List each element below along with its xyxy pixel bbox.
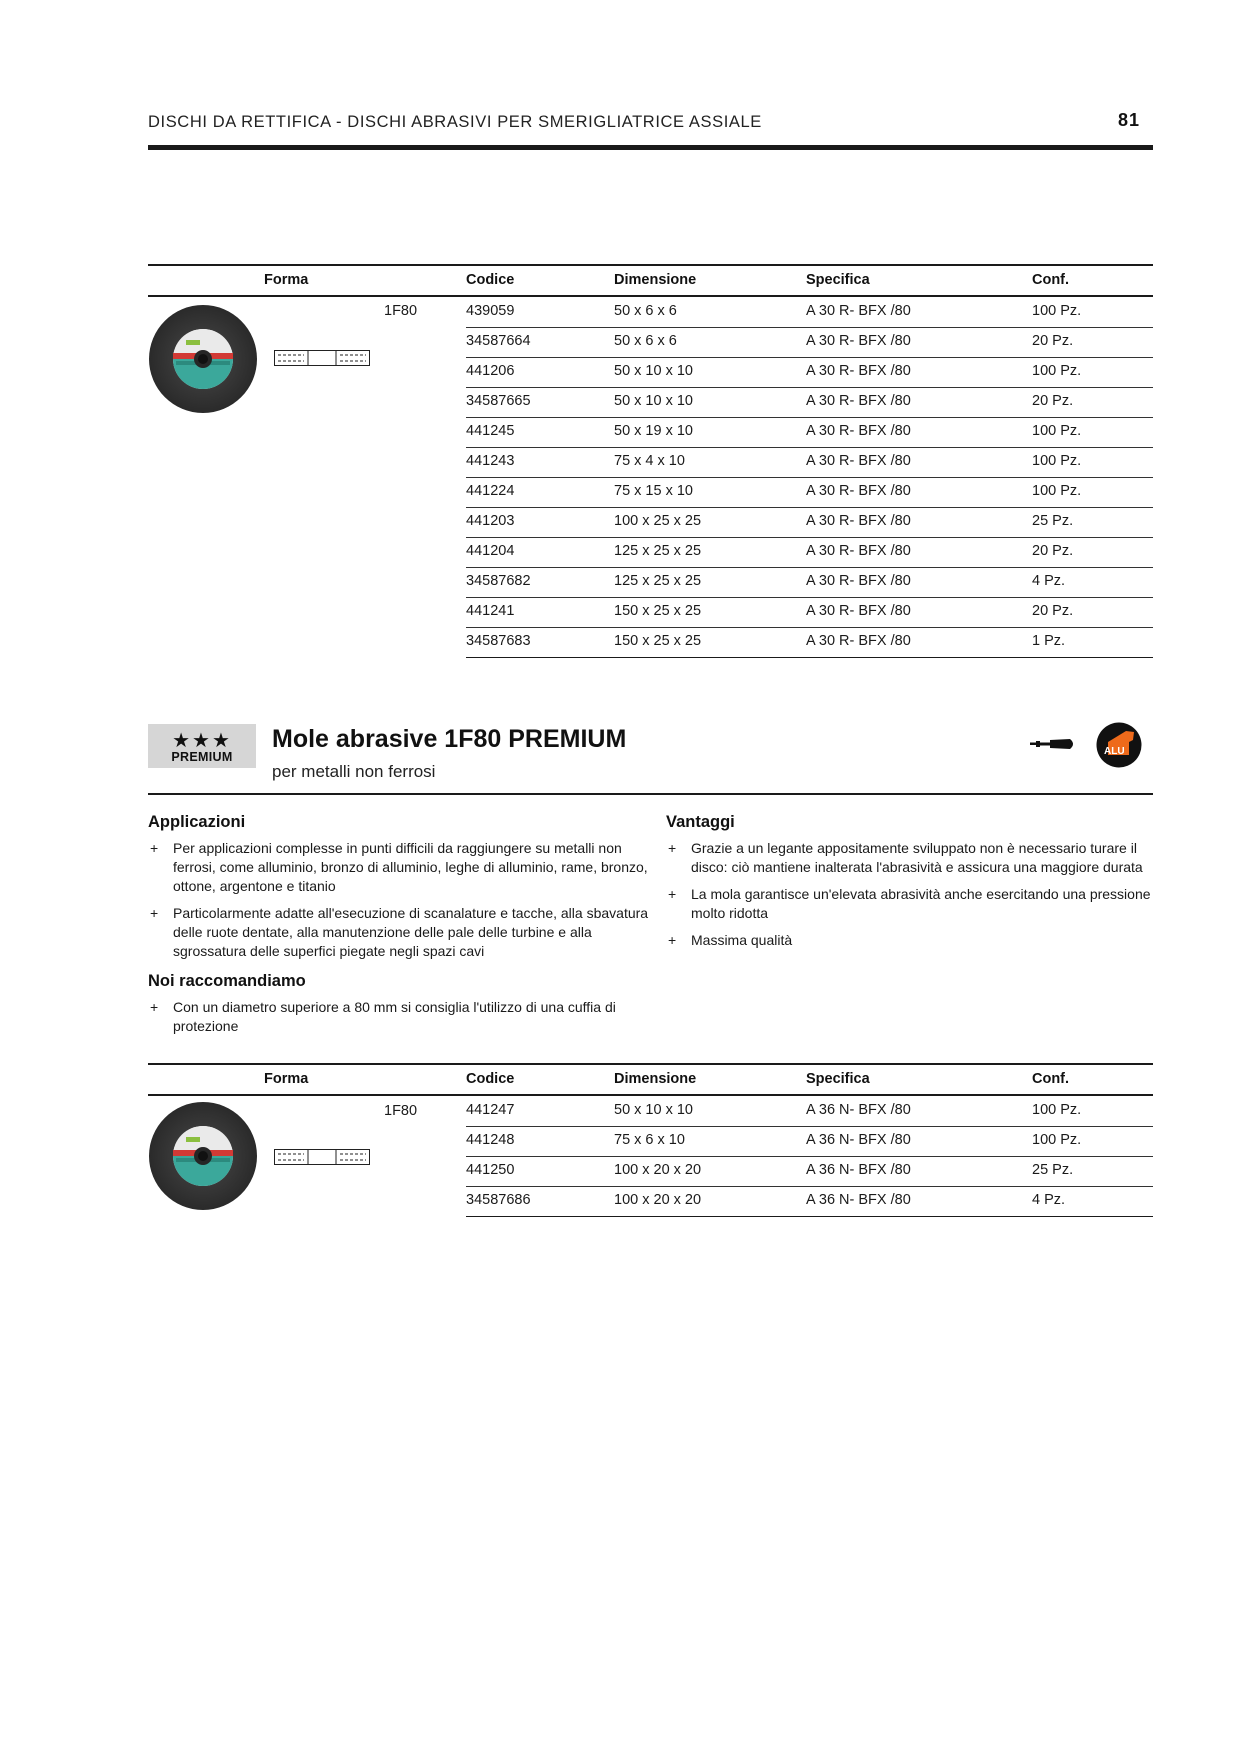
list-item bbox=[666, 885, 1161, 923]
product-table-2 bbox=[148, 1063, 1153, 1233]
list-item-text: Grazie a un legante appositamente sviluppato non è necessario turare il disco: ciò mantiene inalterata l'abrasività e assicura una maggiore durata bbox=[691, 840, 1143, 875]
table-row bbox=[466, 357, 1153, 388]
cell-codice: 441241 bbox=[466, 603, 515, 619]
cell-specifica: A 36 N- BFX /80 bbox=[806, 1192, 911, 1208]
header-dimensione: Dimensione bbox=[614, 1071, 697, 1087]
cell-dimensione: 50 x 10 x 10 bbox=[614, 363, 693, 379]
cell-codice: 34587683 bbox=[466, 633, 531, 649]
table-row bbox=[466, 1186, 1153, 1217]
list-item bbox=[148, 904, 653, 961]
header-codice: Codice bbox=[466, 1071, 515, 1087]
cell-conf: 20 Pz. bbox=[1032, 333, 1074, 349]
cell-codice: 439059 bbox=[466, 303, 515, 319]
cell-dimensione: 50 x 6 x 6 bbox=[614, 303, 677, 319]
cell-dimensione: 50 x 10 x 10 bbox=[614, 393, 693, 409]
table-top-rule bbox=[148, 264, 1153, 266]
page-header-title: DISCHI DA RETTIFICA - DISCHI ABRASIVI PER SMERIGLIATRICE ASSIALE bbox=[148, 113, 762, 131]
cell-conf: 1 Pz. bbox=[1032, 633, 1066, 649]
cell-codice: 441248 bbox=[466, 1132, 515, 1148]
cell-specifica: A 30 R- BFX /80 bbox=[806, 333, 911, 349]
cell-conf: 100 Pz. bbox=[1032, 483, 1082, 499]
cell-codice: 34587686 bbox=[466, 1192, 531, 1208]
page-number: 81 bbox=[1118, 110, 1141, 130]
premium-label: PREMIUM bbox=[171, 750, 233, 764]
table-row bbox=[466, 567, 1153, 598]
cell-conf: 100 Pz. bbox=[1032, 453, 1082, 469]
cell-conf: 25 Pz. bbox=[1032, 1162, 1074, 1178]
header-codice: Codice bbox=[466, 272, 515, 288]
list-item-text: Per applicazioni complesse in punti difficili da raggiungere su metalli non ferrosi, come alluminio, bronzo di alluminio, leghe di alluminio, rame, bronzo, ottone, argentone e titanio bbox=[173, 840, 648, 894]
cell-dimensione: 75 x 6 x 10 bbox=[614, 1132, 685, 1148]
cell-specifica: A 30 R- BFX /80 bbox=[806, 513, 911, 529]
cell-dimensione: 75 x 4 x 10 bbox=[614, 453, 685, 469]
cell-specifica: A 30 R- BFX /80 bbox=[806, 423, 911, 439]
cell-dimensione: 100 x 25 x 25 bbox=[614, 513, 702, 529]
cell-specifica: A 30 R- BFX /80 bbox=[806, 393, 911, 409]
vantaggi-heading: Vantaggi bbox=[666, 813, 735, 831]
header-forma: Forma bbox=[264, 1071, 309, 1087]
cell-specifica: A 36 N- BFX /80 bbox=[806, 1132, 911, 1148]
premium-badge bbox=[148, 724, 256, 768]
header-rule bbox=[148, 145, 1153, 150]
cell-specifica: A 36 N- BFX /80 bbox=[806, 1102, 911, 1118]
cell-codice: 441245 bbox=[466, 423, 515, 439]
table-top-rule bbox=[148, 1063, 1153, 1065]
list-item bbox=[666, 931, 1161, 950]
plus-bullet-icon: + bbox=[150, 999, 159, 1015]
list-item-text: Con un diametro superiore a 80 mm si consiglia l'utilizzo di una cuffia di protezione bbox=[173, 999, 616, 1034]
applicazioni-heading: Applicazioni bbox=[148, 813, 246, 831]
cell-codice: 441206 bbox=[466, 363, 515, 379]
cell-dimensione: 150 x 25 x 25 bbox=[614, 633, 702, 649]
cell-codice: 441203 bbox=[466, 513, 515, 529]
table-row bbox=[466, 297, 1153, 328]
cell-specifica: A 36 N- BFX /80 bbox=[806, 1162, 911, 1178]
plus-bullet-icon: + bbox=[668, 932, 677, 948]
star-rating-icon: ★★★ bbox=[172, 730, 232, 752]
cell-dimensione: 100 x 20 x 20 bbox=[614, 1162, 702, 1178]
table-row bbox=[466, 387, 1153, 418]
cell-conf: 20 Pz. bbox=[1032, 543, 1074, 559]
cell-conf: 20 Pz. bbox=[1032, 393, 1074, 409]
cell-dimensione: 150 x 25 x 25 bbox=[614, 603, 702, 619]
header-conf: Conf. bbox=[1032, 1071, 1070, 1087]
cell-conf: 25 Pz. bbox=[1032, 513, 1074, 529]
product-title: Mole abrasive 1F80 PREMIUM bbox=[272, 725, 627, 753]
plus-bullet-icon: + bbox=[150, 840, 159, 856]
cell-specifica: A 30 R- BFX /80 bbox=[806, 543, 911, 559]
list-item-text: Massima qualità bbox=[691, 932, 793, 948]
cell-conf: 100 Pz. bbox=[1032, 303, 1082, 319]
cell-specifica: A 30 R- BFX /80 bbox=[806, 363, 911, 379]
table-row bbox=[466, 507, 1153, 538]
cell-codice: 441224 bbox=[466, 483, 515, 499]
cell-conf: 100 Pz. bbox=[1032, 423, 1082, 439]
cell-codice: 34587664 bbox=[466, 333, 531, 349]
disc-profile-drawing bbox=[274, 350, 370, 366]
header-forma: Forma bbox=[264, 272, 309, 288]
table-row bbox=[466, 1096, 1153, 1127]
cell-codice: 34587665 bbox=[466, 393, 531, 409]
header-dimensione: Dimensione bbox=[614, 272, 697, 288]
list-item bbox=[666, 839, 1161, 877]
product-subtitle: per metalli non ferrosi bbox=[272, 762, 436, 781]
cell-codice: 441247 bbox=[466, 1102, 515, 1118]
cell-dimensione: 50 x 10 x 10 bbox=[614, 1102, 693, 1118]
list-item bbox=[148, 839, 653, 896]
table-row bbox=[466, 477, 1153, 508]
grinding-disc-image bbox=[148, 304, 258, 414]
cell-conf: 100 Pz. bbox=[1032, 1132, 1082, 1148]
cell-conf: 4 Pz. bbox=[1032, 573, 1066, 589]
raccomandiamo-list bbox=[148, 998, 653, 1044]
table-row bbox=[466, 627, 1153, 658]
grinding-disc-image bbox=[148, 1101, 258, 1211]
shape-label: 1F80 bbox=[384, 303, 418, 319]
table-row bbox=[466, 1156, 1153, 1187]
cell-dimensione: 75 x 15 x 10 bbox=[614, 483, 693, 499]
vantaggi-list bbox=[666, 839, 1161, 958]
cell-conf: 4 Pz. bbox=[1032, 1192, 1066, 1208]
cell-conf: 100 Pz. bbox=[1032, 363, 1082, 379]
header-conf: Conf. bbox=[1032, 272, 1070, 288]
plus-bullet-icon: + bbox=[668, 886, 677, 902]
plus-bullet-icon: + bbox=[668, 840, 677, 856]
cell-dimensione: 125 x 25 x 25 bbox=[614, 543, 702, 559]
cell-dimensione: 50 x 6 x 6 bbox=[614, 333, 677, 349]
applicazioni-list bbox=[148, 839, 653, 969]
plus-bullet-icon: + bbox=[150, 905, 159, 921]
cell-specifica: A 30 R- BFX /80 bbox=[806, 633, 911, 649]
cell-specifica: A 30 R- BFX /80 bbox=[806, 303, 911, 319]
cell-dimensione: 50 x 19 x 10 bbox=[614, 423, 693, 439]
alu-material-icon bbox=[1096, 722, 1142, 768]
list-item bbox=[148, 998, 653, 1036]
header-specifica: Specifica bbox=[806, 272, 870, 288]
product-table-1 bbox=[148, 264, 1153, 664]
cell-codice: 441204 bbox=[466, 543, 515, 559]
cell-dimensione: 125 x 25 x 25 bbox=[614, 573, 702, 589]
cell-codice: 34587682 bbox=[466, 573, 531, 589]
list-item-text: Particolarmente adatte all'esecuzione di scanalature e tacche, alla sbavatura delle ruote dentate, alla manutenzione delle pale delle turbine e alla sgrossatura delle superfici piegate negli spazi cavi bbox=[173, 905, 649, 959]
cell-specifica: A 30 R- BFX /80 bbox=[806, 573, 911, 589]
cell-conf: 100 Pz. bbox=[1032, 1102, 1082, 1118]
shape-label: 1F80 bbox=[384, 1103, 418, 1119]
header-specifica: Specifica bbox=[806, 1071, 870, 1087]
table-row bbox=[466, 597, 1153, 628]
raccomandiamo-heading: Noi raccomandiamo bbox=[148, 972, 306, 990]
cell-specifica: A 30 R- BFX /80 bbox=[806, 603, 911, 619]
cell-specifica: A 30 R- BFX /80 bbox=[806, 483, 911, 499]
table-row bbox=[466, 537, 1153, 568]
die-grinder-icon bbox=[1030, 736, 1076, 752]
table-row bbox=[466, 417, 1153, 448]
cell-codice: 441243 bbox=[466, 453, 515, 469]
section-rule bbox=[148, 793, 1153, 795]
list-item-text: La mola garantisce un'elevata abrasività anche esercitando una pressione molto ridotta bbox=[691, 886, 1151, 921]
cell-specifica: A 30 R- BFX /80 bbox=[806, 453, 911, 469]
cell-conf: 20 Pz. bbox=[1032, 603, 1074, 619]
table-row bbox=[466, 447, 1153, 478]
table-row bbox=[466, 327, 1153, 358]
cell-dimensione: 100 x 20 x 20 bbox=[614, 1192, 702, 1208]
cell-codice: 441250 bbox=[466, 1162, 515, 1178]
alu-label: ALU bbox=[1104, 746, 1125, 757]
table-row bbox=[466, 1126, 1153, 1157]
disc-profile-drawing bbox=[274, 1149, 370, 1165]
